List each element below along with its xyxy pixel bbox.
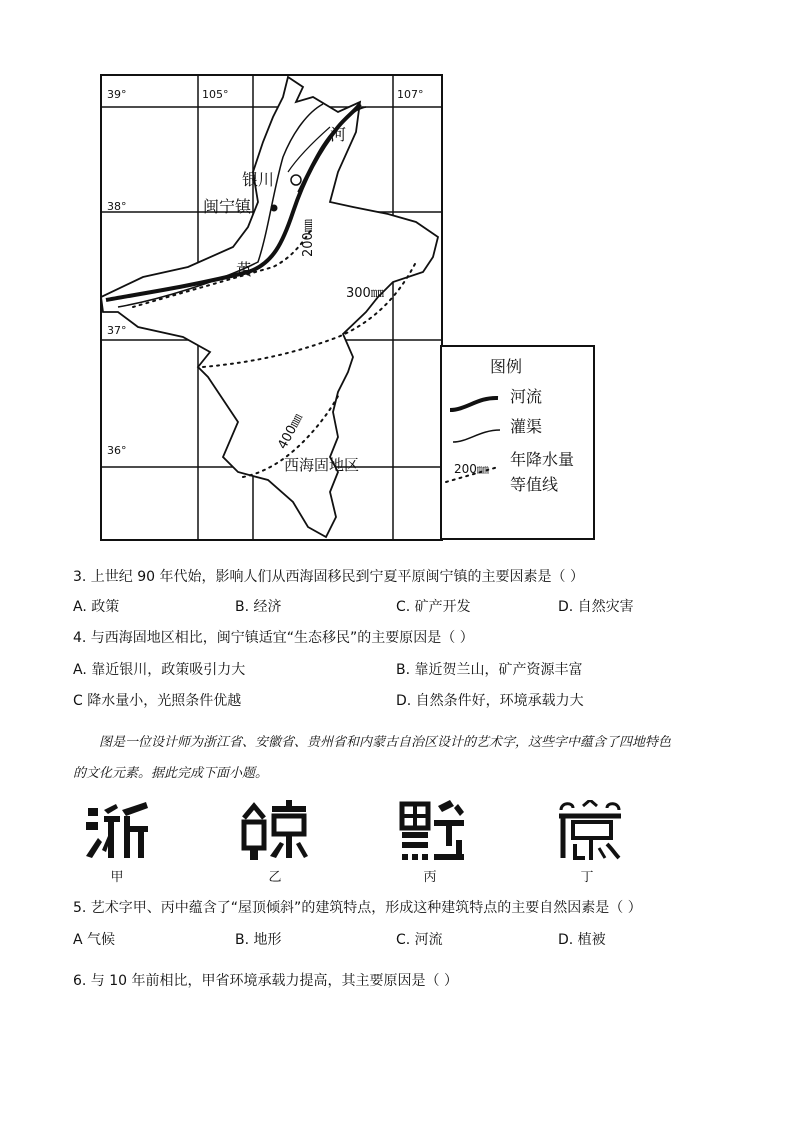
q5-option-d: D. 植被 <box>558 932 606 948</box>
question-3: 3. 上世纪 90 年代始，影响人们从西海固移民到宁夏平原闽宁镇的主要因素是（ ） <box>73 569 584 585</box>
intro-line-1: 图是一位设计师为浙江省、安徽省、贵州省和内蒙古自治区设计的艺术字，这些字中蕴含了四地特色 <box>99 735 672 750</box>
yinchuan-marker <box>291 175 301 185</box>
river-huang-label: 黄 <box>236 260 253 279</box>
art-char-yi <box>240 800 310 862</box>
q4-option-c: C 降水量小，光照条件优越 <box>73 693 242 709</box>
lat-label-38: 38° <box>107 200 127 213</box>
isohyet-300-label: 300㎜ <box>346 286 384 301</box>
lon-label-107: 107° <box>397 88 424 101</box>
question-4: 4. 与西海固地区相比，闽宁镇适宜“生态移民”的主要原因是（ ） <box>73 630 474 646</box>
q4-option-b: B. 靠近贺兰山，矿产资源丰富 <box>396 662 583 678</box>
question-6: 6. 与 10 年前相比，甲省环境承载力提高，其主要原因是（ ） <box>73 973 458 989</box>
art-char-bing <box>398 800 468 862</box>
art-char-ding <box>555 800 625 862</box>
q4-option-d: D. 自然条件好，环境承载力大 <box>396 693 584 709</box>
question-5: 5. 艺术字甲、丙中蕴含了“屋顶倾斜”的建筑特点，形成这种建筑特点的主要自然因素是（ ） <box>73 900 642 916</box>
isohyet-400-label: 400㎜ <box>275 411 307 452</box>
legend-title: 图例 <box>490 357 523 376</box>
q3-option-c: C. 矿产开发 <box>396 599 471 615</box>
q4-option-a: A. 靠近银川，政策吸引力大 <box>73 662 246 678</box>
lat-label-39: 39° <box>107 88 127 101</box>
art-char-jia <box>82 800 152 862</box>
river-he-label: 河 <box>330 125 347 144</box>
lon-label-105: 105° <box>202 88 229 101</box>
q5-option-c: C. 河流 <box>396 932 443 948</box>
map-svg <box>98 72 598 542</box>
yinchuan-label: 银川 <box>242 170 275 189</box>
legend-isohyet-value: 200㎜ <box>454 462 489 476</box>
isohyet-200-label: 200㎜ <box>301 219 316 257</box>
art-label-yi: 乙 <box>268 870 282 885</box>
q3-option-a: A. 政策 <box>73 599 120 615</box>
art-label-jia: 甲 <box>110 870 124 885</box>
legend-canal: 灌渠 <box>510 417 543 436</box>
legend-river: 河流 <box>510 387 543 406</box>
q5-option-b: B. 地形 <box>235 932 282 948</box>
ningxia-map <box>98 72 598 542</box>
lat-label-36: 36° <box>107 444 127 457</box>
lat-label-37: 37° <box>107 324 127 337</box>
legend-isohyet-line2: 等值线 <box>510 475 559 494</box>
q3-option-b: B. 经济 <box>235 599 282 615</box>
legend-isohyet-line1: 年降水量 <box>510 450 575 469</box>
q5-option-a: A 气候 <box>73 932 116 948</box>
art-label-bing: 丙 <box>423 870 437 885</box>
minning-label: 闽宁镇 <box>203 197 252 216</box>
art-label-ding: 丁 <box>580 870 594 885</box>
intro-line-2: 的文化元素。据此完成下面小题。 <box>73 766 269 781</box>
minning-marker <box>271 205 278 212</box>
xihaigu-label: 西海固地区 <box>284 456 360 474</box>
q3-option-d: D. 自然灾害 <box>558 599 634 615</box>
